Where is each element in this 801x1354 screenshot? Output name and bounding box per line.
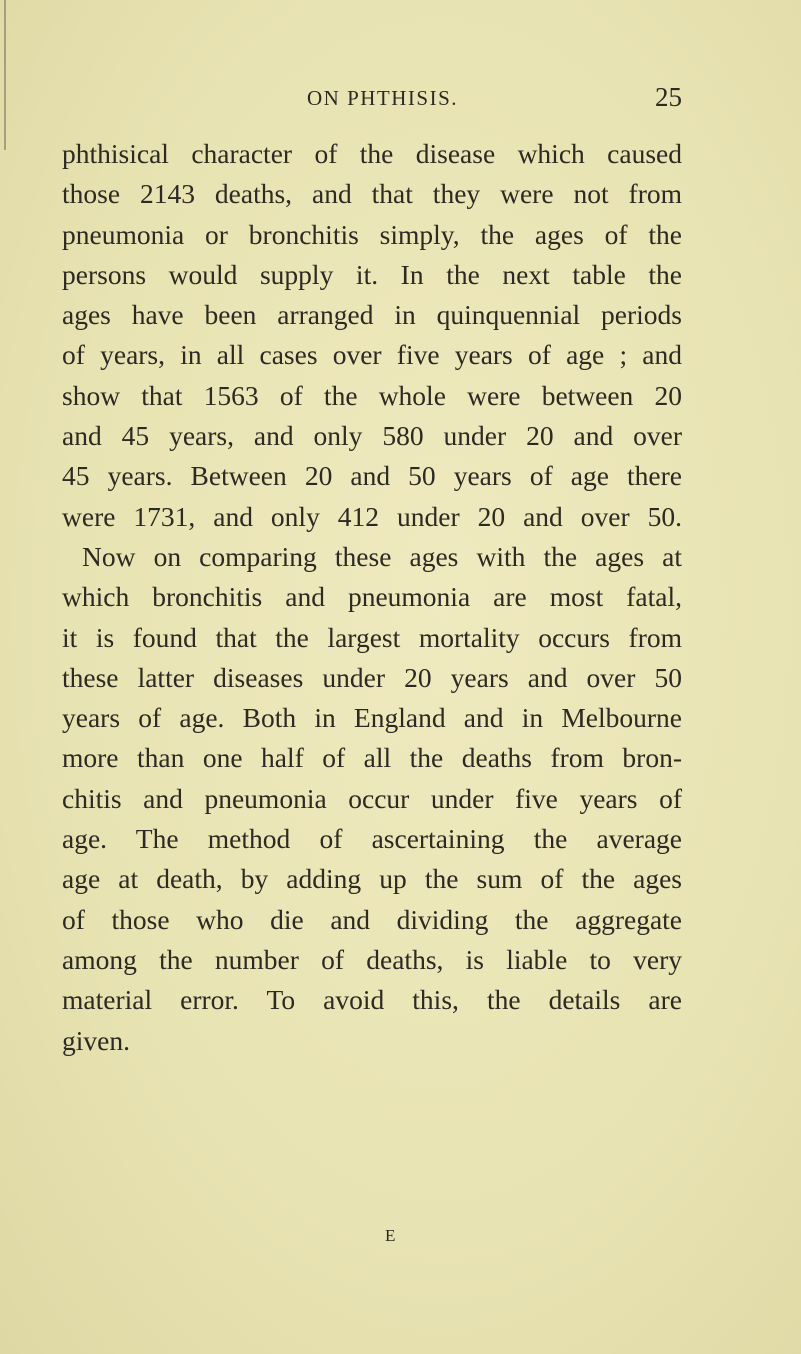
text-line: pneumonia or bronchitis simply, the ages of the — [62, 218, 682, 250]
text-line: years of age. Both in England and in Melbourne — [62, 702, 682, 734]
text-line-paragraph-start: Now on comparing these ages with the ages at — [82, 540, 682, 572]
running-title: ON PHTHISIS. — [307, 86, 459, 110]
text-line: more than one half of all the deaths from bron- — [62, 742, 682, 774]
text-line: age. The method of ascertaining the average — [62, 823, 682, 855]
text-line: phthisical character of the disease which caused — [62, 138, 682, 169]
text-line: among the number of deaths, is liable to very — [62, 943, 682, 975]
signature-mark: E — [385, 1226, 396, 1245]
text-line: it is found that the largest mortality occurs from — [62, 621, 682, 653]
text-line: ages have been arranged in quinquennial periods — [62, 299, 682, 331]
running-head — [62, 82, 682, 122]
text-line: 45 years. Between 20 and 50 years of age there — [62, 460, 682, 492]
text-line: of those who die and dividing the aggregate — [62, 903, 682, 935]
text-line: which bronchitis and pneumonia are most fatal, — [62, 581, 682, 613]
body-text — [62, 134, 682, 1061]
text-line: these latter diseases under 20 years and over 50 — [62, 661, 682, 693]
text-line: chitis and pneumonia occur under five years of — [62, 782, 682, 814]
text-line: those 2143 deaths, and that they were not from — [62, 178, 682, 210]
text-line-last: given. — [62, 1024, 130, 1056]
text-line: were 1731, and only 412 under 20 and over 50. — [62, 500, 682, 532]
text-line: and 45 years, and only 580 under 20 and over — [62, 420, 682, 452]
binding-edge — [4, 0, 6, 150]
text-line: show that 1563 of the whole were between 20 — [62, 379, 682, 411]
text-line: material error. To avoid this, the details are — [62, 984, 682, 1016]
text-line: of years, in all cases over five years of age ; and — [62, 339, 682, 371]
text-line: age at death, by adding up the sum of the ages — [62, 863, 682, 895]
page-number: 25 — [655, 82, 682, 112]
text-line: persons would supply it. In the next table the — [62, 258, 682, 290]
